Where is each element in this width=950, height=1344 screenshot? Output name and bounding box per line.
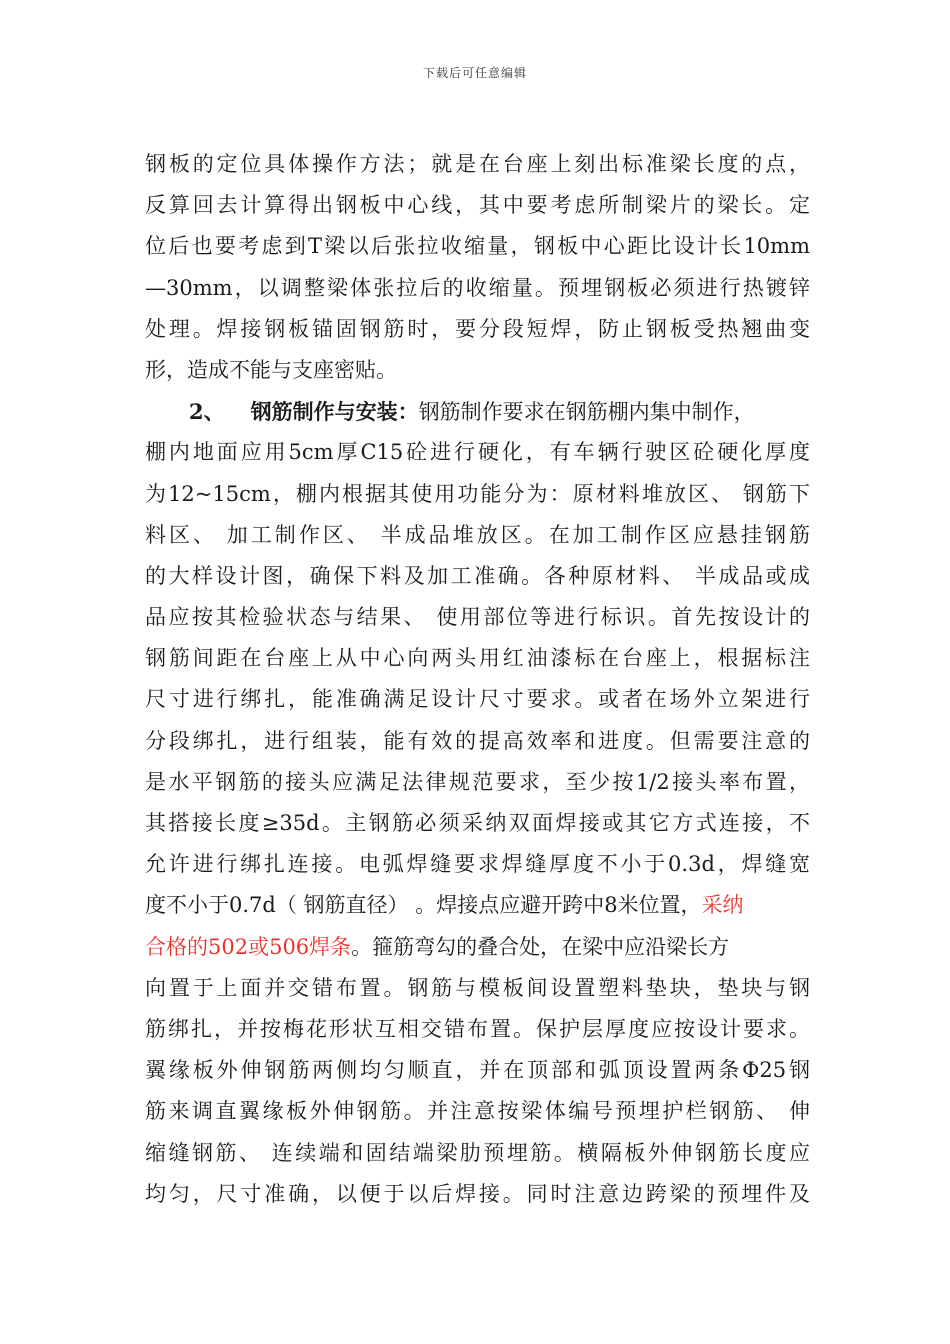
text-line: 的大样设计图，确保下料及加工准确。各种原材料、 半成品或成 [145, 563, 810, 588]
text-line: 形，造成不能与支座密贴。 [145, 357, 397, 382]
text-line: 是水平钢筋的接头应满足法律规范要求，至少按1/2接头率布置， [145, 769, 810, 794]
paragraph-rebar-fabrication [145, 391, 810, 1215]
highlighted-text: 采纳 [701, 893, 744, 918]
text-line: 其搭接长度≥35d。主钢筋必须采纳双面焊接或其它方式连接，不 [145, 811, 810, 835]
text-line: 向置于上面并交错布置。钢筋与模板间设置塑料垫块，垫块与钢 [145, 975, 810, 1000]
text-line: 为12~15cm，棚内根据其使用功能分为：原材料堆放区、 钢筋下 [145, 481, 810, 506]
text-line: 品应按其检验状态与结果、 使用部位等进行标识。首先按设计的 [145, 605, 810, 630]
text-line: 反算回去计算得出钢板中心线，其中要考虑所制梁片的梁长。定 [145, 193, 810, 218]
text-line: 处理。焊接钢板锚固钢筋时，要分段短焊，防止钢板受热翘曲变 [145, 316, 810, 341]
text-line: 筋绑扎，并按梅花形状互相交错布置。保护层厚度应按设计要求。 [145, 1016, 810, 1041]
text-line: 筋来调直翼缘板外伸钢筋。并注意按梁体编号预埋护栏钢筋、 伸 [145, 1099, 810, 1124]
text-line: 位后也要考虑到T梁以后张拉收缩量，钢板中心距比设计长10mm [145, 234, 810, 259]
text-line: 均匀，尺寸准确，以便于以后焊接。同时注意边跨梁的预埋件及 [145, 1181, 810, 1206]
paragraph-steel-plate-positioning [145, 144, 810, 391]
text-segment: 。箍筋弯勾的叠合处，在梁中应沿梁长方 [351, 934, 730, 959]
text-line: 棚内地面应用5cm厚C15砼进行硬化，有车辆行驶区砼硬化厚度 [145, 440, 810, 465]
text-line: 料区、 加工制作区、 半成品堆放区。在加工制作区应悬挂钢筋 [145, 522, 810, 547]
document-body [145, 144, 810, 1215]
text-line: 钢板的定位具体操作方法；就是在台座上刻出标准梁长度的点， [145, 152, 810, 176]
text-line [145, 885, 810, 926]
text-line: 翼缘板外伸钢筋两侧均匀顺直，并在顶部和弧顶设置两条Φ25钢 [145, 1058, 810, 1083]
text-line: 分段绑扎，进行组装，能有效的提高效率和进度。但需要注意的 [145, 728, 810, 753]
text-line: 尺寸进行绑扎，能准确满足设计尺寸要求。或者在场外立架进行 [145, 687, 810, 712]
section-heading: 钢筋制作与安装： [250, 399, 419, 425]
text-segment: 钢筋制作要求在钢筋棚内集中制作， [418, 400, 755, 425]
text-segment: 度不小于0.7d（ 钢筋直径） 。焊接点应避开跨中8米位置， [145, 893, 702, 918]
text-line: 允许进行绑扎连接。电弧焊缝要求焊缝厚度不小于0.3d，焊缝宽 [145, 852, 810, 877]
page-header: 下载后可任意编辑 [422, 66, 527, 80]
text-line: 钢筋间距在台座上从中心向两头用红油漆标在台座上，根据标注 [145, 646, 810, 671]
highlighted-text: 合格的502或506焊条 [145, 934, 352, 959]
text-line [145, 927, 810, 968]
text-line: 缩缝钢筋、 连续端和固结端梁肋预埋筋。横隔板外伸钢筋长度应 [145, 1140, 810, 1165]
section-number: 2、 [189, 399, 225, 425]
text-line: —30mm，以调整梁体张拉后的收缩量。预埋钢板必须进行热镀锌 [145, 275, 810, 300]
section-heading-line [145, 391, 810, 432]
